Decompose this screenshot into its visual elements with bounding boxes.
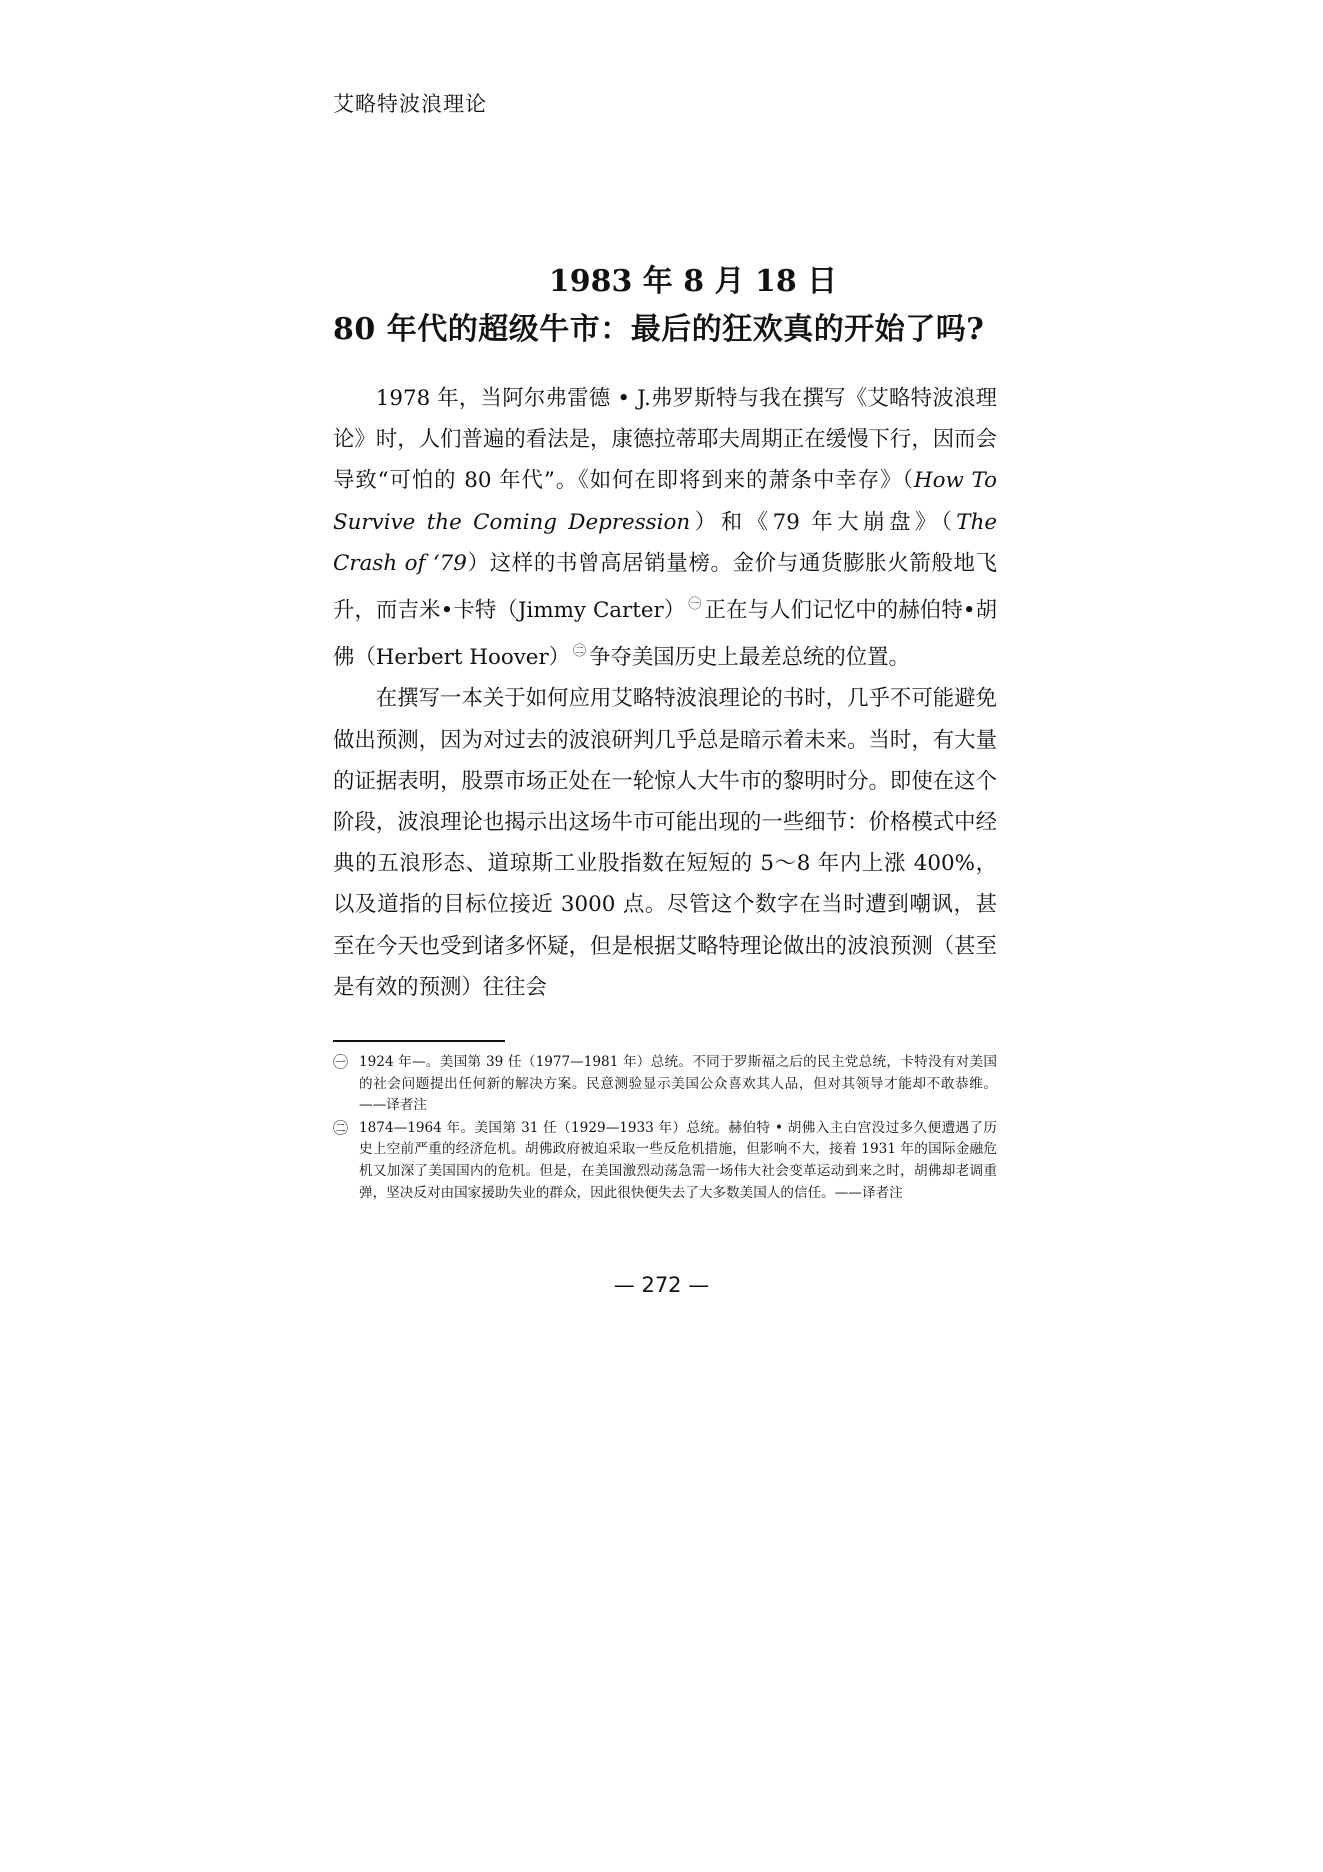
footnote-2-text: 1874—1964 年。美国第 31 任（1929—1933 年）总统。赫伯特 • 胡佛入主白宫没过多久便遭遇了历史上空前严重的经济危机。胡佛政府被迫采取一些反危机措施，但影响不大，接着 1931 年的国际金融危机又加深了美国国内的危机。但是，在美国激烈动荡急需一场伟大社会变革运动到来之时，胡佛却老调重弹，坚决反对由国家援助失业的群众，因此很快便失去了大多数美国人的信任。——译者注 — [359, 1119, 997, 1201]
running-head: 艾略特波浪理论 — [333, 92, 487, 116]
book-title-english-2: The Crash of ‘79 — [333, 509, 997, 576]
footnote-1-text: 1924 年—。美国第 39 任（1977—1981 年）总统。不同于罗斯福之后的民主党总统，卡特没有对美国的社会问题提出任何新的解决方案。民意测验显示美国公众喜欢其人品，但对其领导才能却不敢恭维。——译者注 — [359, 1054, 997, 1114]
footnote-ref-2[interactable]: ㊁ — [573, 644, 587, 660]
paragraph-1-text-e: 争夺美国历史上最差总统的位置。 — [589, 645, 910, 671]
paragraph-1 — [333, 378, 997, 678]
title-heading: 80 年代的超级牛市：最后的狂欢真的开始了吗? — [333, 312, 985, 347]
paragraph-1-text-b: ）和《79 年大崩盘》（ — [690, 509, 957, 535]
title-date: 1983 年 8 月 18 日 — [548, 264, 838, 299]
footnote-ref-1[interactable]: ㊀ — [688, 597, 702, 613]
footnote-2-mark: ㊁ — [333, 1118, 349, 1137]
footnote-divider — [333, 1040, 505, 1042]
page-number: — 272 — — [613, 1273, 710, 1297]
footnote-1-mark: ㊀ — [333, 1053, 349, 1071]
footnotes — [333, 1052, 997, 1205]
footnote-2 — [333, 1118, 997, 1204]
chapter-title — [333, 258, 993, 354]
paragraph-1-text-a: 1978 年，当阿尔弗雷德 • J.弗罗斯特与我在撰写《艾略特波浪理论》时，人们普遍的看法是，康德拉蒂耶夫周期正在缓慢下行，因而会导致“可怕的 80 年代”。《如何在即将到来的萧条中幸存》（ — [333, 386, 997, 494]
body-text — [333, 378, 997, 1008]
paragraph-1-text-c: ）这样的书曾高居销量榜。金价与通货膨胀火箭般地飞升，而吉米•卡特（Jimmy Carter） — [333, 550, 997, 624]
paragraph-1-text-d: 正在与人们记忆中的赫伯特•胡佛（Herbert Hoover） — [333, 598, 997, 671]
book-title-english-1: How To Survive the Coming Depression — [333, 468, 997, 535]
paragraph-2: 在撰写一本关于如何应用艾略特波浪理论的书时，几乎不可能避免做出预测，因为对过去的波浪研判几乎总是暗示着未来。当时，有大量的证据表明，股票市场正处在一轮惊人大牛市的黎明时分。即使在这个阶段，波浪理论也揭示出这场牛市可能出现的一些细节：价格模式中经典的五浪形态、道琼斯工业股指数在短短的 5～8 年内上涨 400%，以及道指的目标位接近 3000 点。尽管这个数字在当时遭到嘲讽，甚至在今天也受到诸多怀疑，但是根据艾略特理论做出的波浪预测（甚至是有效的预测）往往会 — [333, 686, 997, 1000]
footnote-1 — [333, 1052, 997, 1117]
